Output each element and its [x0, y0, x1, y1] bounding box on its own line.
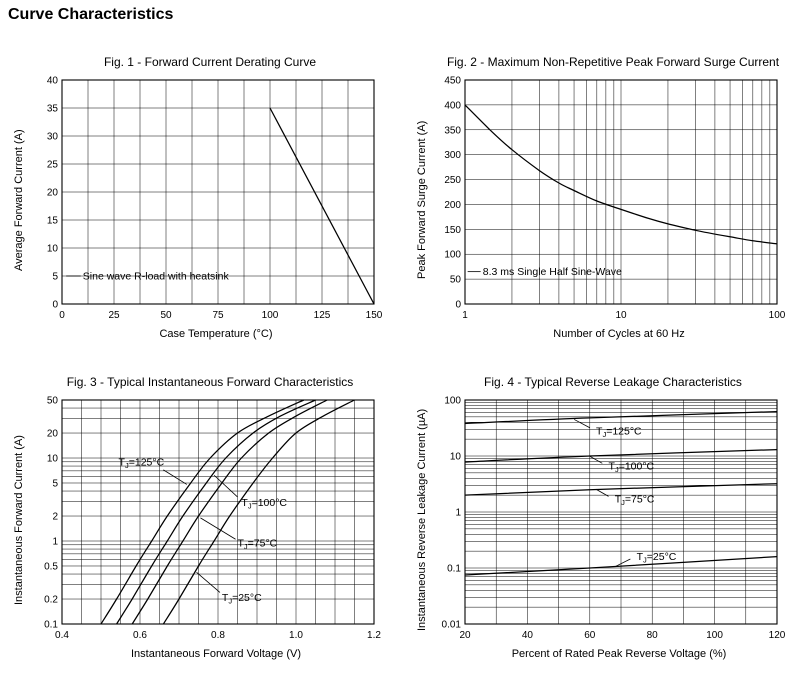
y-tick-label: 10	[46, 243, 58, 255]
x-axis-label-fig3: Instantaneous Forward Voltage (V)	[131, 648, 301, 660]
y-tick-label: 40	[46, 75, 58, 87]
x-tick-label: 100	[261, 310, 279, 321]
y-tick-label: 50	[46, 395, 58, 407]
chart-title-fig3: Fig. 3 - Typical Instantaneous Forward Characteristics	[66, 375, 354, 389]
annotation-label: $T_J=125^\circ C$	[118, 456, 165, 470]
x-tick-label: 25	[108, 310, 120, 321]
y-axis-label-fig2: Peak Forward Surge Current (A)	[416, 120, 428, 280]
y-tick-label: 0.01	[441, 619, 461, 631]
annotation-label: $T_J=25^\circ C$	[636, 551, 677, 565]
y-tick-label: 0	[52, 299, 58, 311]
figure-3	[10, 360, 389, 664]
x-axis-label-fig4: Percent of Rated Peak Reverse Voltage (%)	[511, 648, 727, 660]
x-tick-label: 100	[706, 630, 723, 641]
y-tick-label: 30	[46, 131, 58, 143]
y-axis-label-fig4: Instantaneous Reverse Leakage Current (µA)	[416, 408, 428, 632]
x-axis-label-fig2: Number of Cycles at 60 Hz	[553, 328, 685, 340]
annotation-label: $T_J=100^\circ C$	[608, 460, 655, 475]
plot-area-fig4	[431, 394, 787, 646]
y-tick-label: 50	[449, 274, 461, 286]
y-tick-label: 1	[52, 536, 58, 548]
y-tick-label: 25	[46, 159, 58, 171]
chart-title-fig4: Fig. 4 - Typical Reverse Leakage Characteristics	[484, 375, 742, 389]
x-tick-label: 0.4	[55, 630, 69, 641]
y-tick-label: 5	[52, 478, 58, 490]
y-tick-label: 200	[444, 199, 461, 211]
x-tick-label: 80	[646, 630, 658, 641]
curve-tj-125c	[101, 400, 304, 624]
y-tick-label: 0.5	[44, 561, 58, 573]
x-tick-label: 120	[768, 630, 786, 641]
y-tick-label: 0.2	[44, 594, 58, 606]
y-tick-label: 20	[46, 187, 58, 199]
y-axis-label-fig3: Instantaneous Forward Current (A)	[13, 435, 25, 605]
annotation-leader-line	[590, 456, 602, 463]
y-tick-label: 35	[46, 103, 58, 115]
y-tick-label: 10	[46, 453, 58, 465]
x-tick-label: 60	[584, 630, 596, 641]
plot-area-fig1	[28, 74, 384, 326]
curve-tj-25c	[163, 400, 354, 624]
y-tick-label: 0.1	[44, 619, 58, 631]
x-tick-label: 40	[521, 630, 533, 641]
x-tick-label: 1	[462, 310, 468, 321]
page-title: Curve Characteristics	[8, 6, 174, 23]
annotation-leader-line	[163, 470, 186, 485]
annotation-leader-line	[197, 572, 220, 592]
annotation-label: $T_J=25^\circ C$	[221, 591, 262, 606]
y-axis-label-fig1: Average Forward Current (A)	[13, 129, 25, 271]
y-tick-label: 400	[444, 100, 461, 112]
chart-title-fig1: Fig. 1 - Forward Current Derating Curve	[103, 55, 317, 69]
y-tick-label: 0	[455, 299, 461, 311]
x-tick-label: 1.2	[367, 630, 381, 641]
x-tick-label: 125	[313, 310, 331, 321]
annotation-label: $T_J=125^\circ C$	[596, 425, 642, 439]
annotation-label: $T_J=100^\circ C$	[241, 497, 288, 511]
y-tick-label: 20	[46, 428, 58, 440]
figure-1	[10, 40, 389, 344]
x-tick-label: 20	[459, 630, 471, 641]
y-tick-label: 250	[444, 175, 461, 187]
x-tick-label: 75	[212, 310, 224, 321]
annotation-label: $T_J=75^\circ C$	[237, 537, 278, 551]
y-tick-label: 100	[444, 395, 461, 407]
annotation-label: 8.3 ms Single Half Sine-Wave	[482, 266, 622, 279]
chart-title-fig2: Fig. 2 - Maximum Non-Repetitive Peak Forward Surge Current	[446, 55, 780, 69]
y-tick-label: 15	[46, 215, 58, 227]
y-tick-label: 150	[444, 224, 461, 236]
x-tick-label: 150	[365, 310, 383, 321]
charts-grid	[10, 40, 792, 664]
y-tick-label: 0.1	[447, 563, 461, 575]
x-tick-label: 0.6	[133, 630, 147, 641]
x-tick-label: 100	[768, 310, 786, 321]
annotation-leader-line	[574, 419, 590, 427]
x-tick-label: 1.0	[289, 630, 303, 641]
y-tick-label: 2	[52, 511, 58, 523]
figure-4	[413, 360, 792, 664]
curve-tj-75c	[132, 400, 327, 624]
y-tick-label: 100	[444, 249, 461, 261]
y-tick-label: 1	[455, 507, 461, 519]
y-tick-label: 350	[444, 125, 461, 137]
plot-area-fig3	[28, 394, 384, 646]
annotation-label: Sine wave R-load with heatsink	[82, 270, 229, 283]
y-tick-label: 5	[52, 271, 58, 283]
x-axis-label-fig1: Case Temperature (°C)	[159, 328, 273, 340]
annotation-label: $T_J=75^\circ C$	[614, 493, 655, 508]
figure-2	[413, 40, 792, 344]
y-tick-label: 10	[449, 451, 461, 463]
x-tick-label: 0	[59, 310, 65, 321]
x-tick-label: 0.8	[211, 630, 225, 641]
curve-tj-100c	[117, 400, 316, 624]
y-tick-label: 300	[444, 150, 461, 162]
plot-area-fig2	[431, 74, 787, 326]
x-tick-label: 10	[615, 310, 627, 321]
y-tick-label: 450	[444, 75, 461, 87]
x-tick-label: 50	[160, 310, 172, 321]
